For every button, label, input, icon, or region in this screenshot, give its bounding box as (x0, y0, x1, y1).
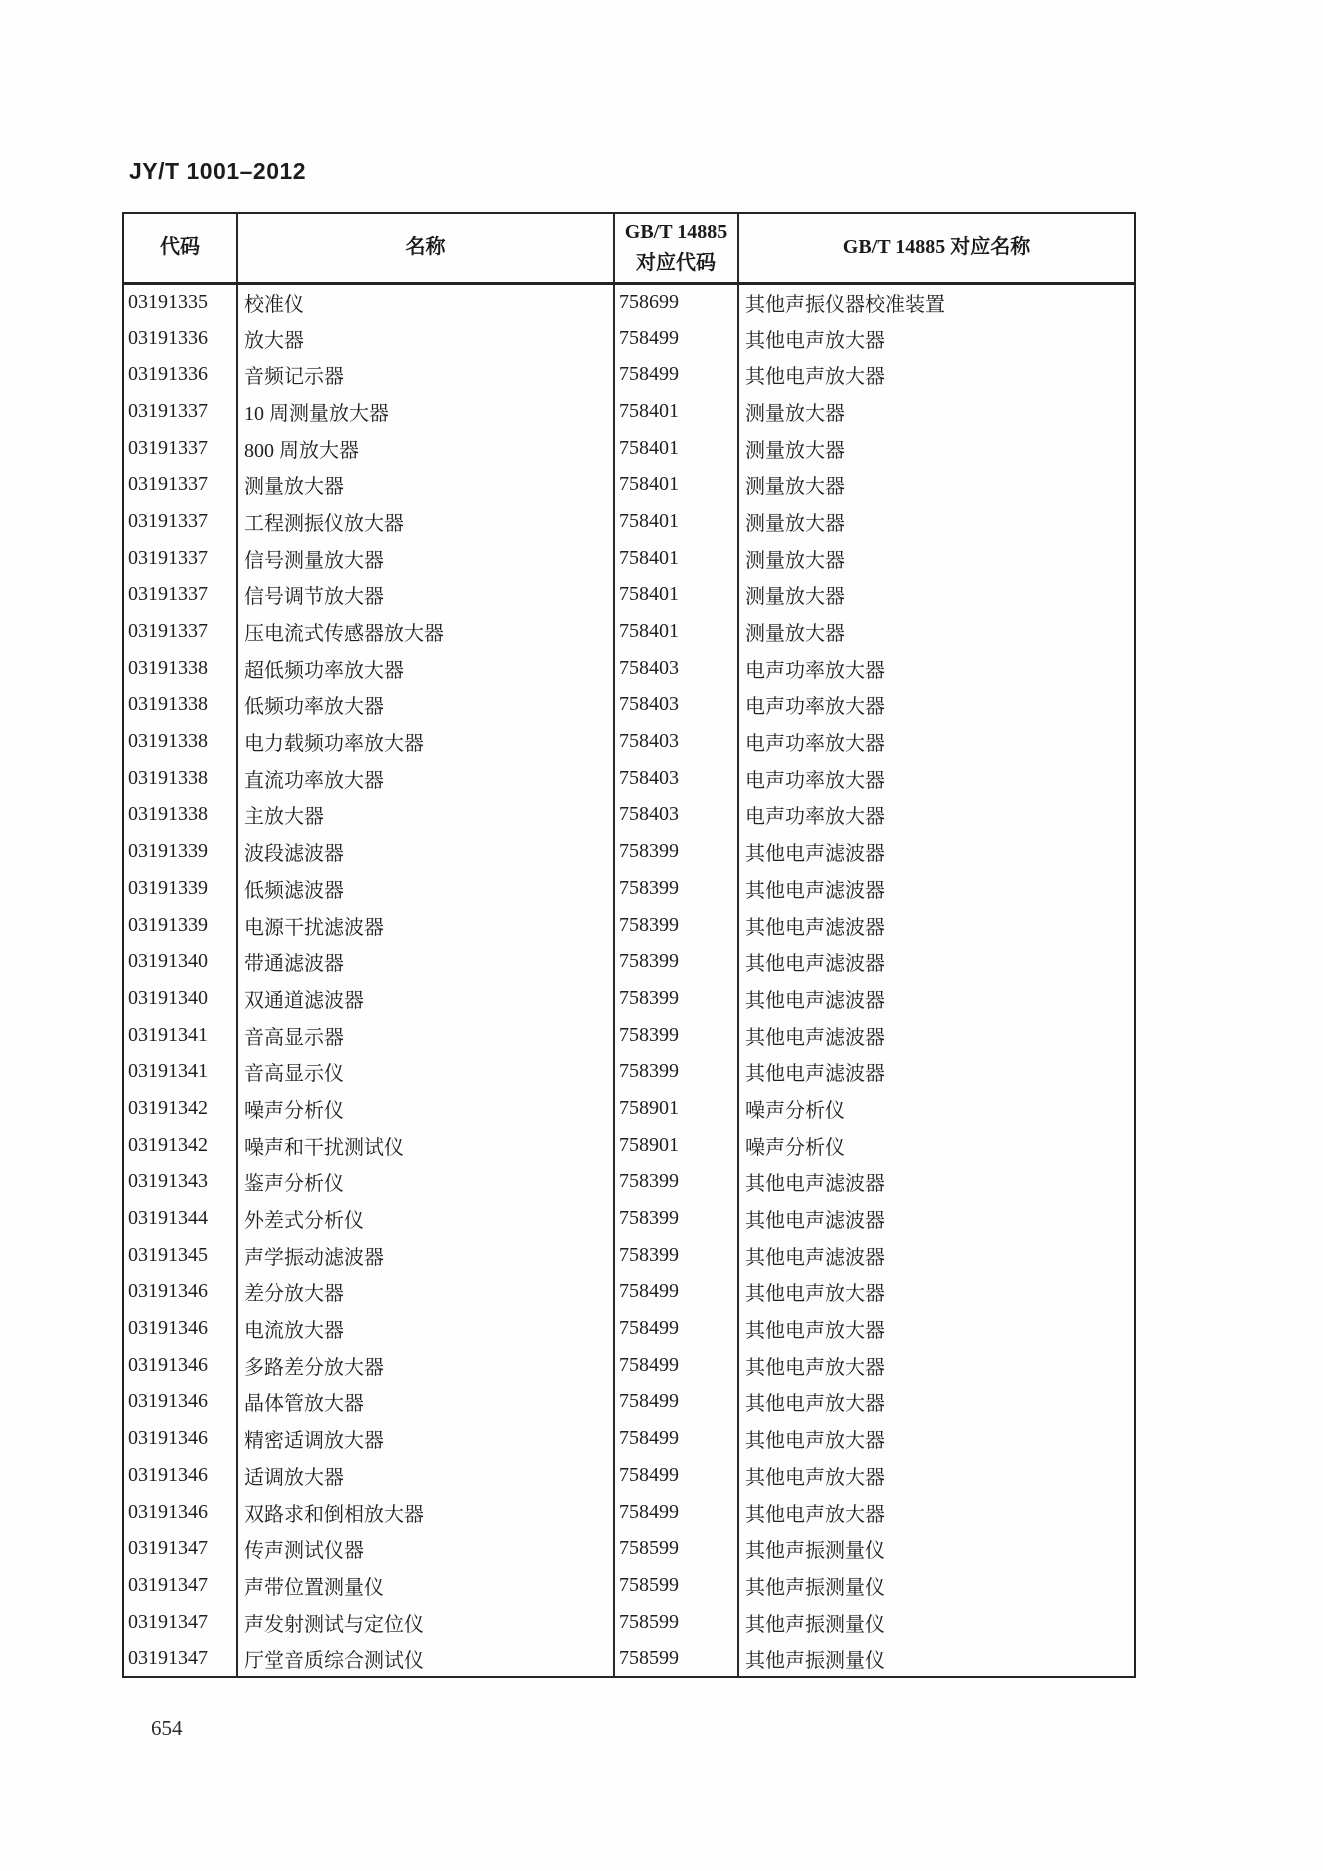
table-cell: 测量放大器 (237, 466, 614, 503)
table-cell: 758499 (614, 1274, 738, 1311)
table-cell: 音高显示仪 (237, 1053, 614, 1090)
table-cell: 03191335 (128, 290, 208, 313)
table-cell: 03191337 (128, 473, 208, 496)
table-cell: 其他电声放大器 (738, 320, 1135, 357)
table-cell: 03191346 (128, 1390, 208, 1413)
table-row (123, 870, 1135, 907)
table-cell: 758399 (614, 1200, 738, 1237)
table-cell: 03191338 (128, 730, 208, 753)
table-cell: 03191346 (128, 1353, 208, 1376)
table-cell: 758499 (614, 1347, 738, 1384)
table-cell: 758599 (614, 1530, 738, 1567)
table-cell: 03191339 (128, 840, 208, 863)
table-cell: 758499 (614, 320, 738, 357)
table-cell: 758499 (614, 1494, 738, 1531)
table-cell: 758403 (614, 687, 738, 724)
page-number: 654 (151, 1716, 183, 1740)
table-row (123, 943, 1135, 980)
table-cell: 低频滤波器 (237, 870, 614, 907)
table-cell: 其他电声滤波器 (738, 1164, 1135, 1201)
table-row (123, 393, 1135, 430)
table-cell: 758499 (614, 1384, 738, 1421)
table-cell: 其他电声滤波器 (738, 1200, 1135, 1237)
table-cell: 晶体管放大器 (237, 1384, 614, 1421)
table-cell: 03191339 (128, 876, 208, 899)
table-cell: 其他电声放大器 (738, 356, 1135, 393)
table-cell: 03191338 (128, 656, 208, 679)
table-cell: 测量放大器 (738, 540, 1135, 577)
table-cell: 03191338 (128, 766, 208, 789)
table-cell: 758599 (614, 1604, 738, 1641)
table-cell: 758499 (614, 1310, 738, 1347)
table-row (123, 1237, 1135, 1274)
table-cell: 校准仪 (237, 283, 614, 320)
table-cell: 758399 (614, 1164, 738, 1201)
table-row (123, 613, 1135, 650)
table-cell: 03191347 (128, 1610, 208, 1633)
table-cell: 放大器 (237, 320, 614, 357)
table-cell: 10 周测量放大器 (237, 393, 614, 430)
table-cell: 超低频功率放大器 (237, 650, 614, 687)
table-cell: 电流放大器 (237, 1310, 614, 1347)
table-cell: 800 周放大器 (237, 430, 614, 467)
table-cell: 适调放大器 (237, 1457, 614, 1494)
table-cell: 758599 (614, 1567, 738, 1604)
table-row (123, 1017, 1135, 1054)
table-cell: 其他电声放大器 (738, 1457, 1135, 1494)
table-cell: 03191347 (128, 1646, 208, 1669)
table-cell: 音高显示器 (237, 1017, 614, 1054)
table-cell: 厅堂音质综合测试仪 (237, 1640, 614, 1677)
table-cell: 其他电声滤波器 (738, 980, 1135, 1017)
table-cell: 电力载频功率放大器 (237, 723, 614, 760)
table-cell: 传声测试仪器 (237, 1530, 614, 1567)
table-cell: 03191336 (128, 326, 208, 349)
col-header-name: 名称 (237, 213, 614, 283)
table-cell: 电源干扰滤波器 (237, 907, 614, 944)
table-cell: 信号测量放大器 (237, 540, 614, 577)
table-cell: 其他声振测量仪 (738, 1567, 1135, 1604)
table-cell: 758499 (614, 356, 738, 393)
table-cell: 其他声振仪器校准装置 (738, 283, 1135, 320)
table-cell: 差分放大器 (237, 1274, 614, 1311)
table-cell: 758403 (614, 650, 738, 687)
table-cell: 测量放大器 (738, 466, 1135, 503)
table-cell: 03191347 (128, 1573, 208, 1596)
table-row (123, 980, 1135, 1017)
table-cell: 758399 (614, 907, 738, 944)
table-cell: 758901 (614, 1090, 738, 1127)
table-cell: 声发射测试与定位仪 (237, 1604, 614, 1641)
table-cell: 其他电声滤波器 (738, 1017, 1135, 1054)
table-row (123, 1090, 1135, 1127)
table-row (123, 1640, 1135, 1677)
table-cell: 其他电声滤波器 (738, 907, 1135, 944)
table-cell: 758699 (614, 283, 738, 320)
table-cell: 多路差分放大器 (237, 1347, 614, 1384)
table-cell: 758499 (614, 1420, 738, 1457)
table-cell: 03191337 (128, 620, 208, 643)
table-row (123, 1567, 1135, 1604)
table-cell: 03191338 (128, 803, 208, 826)
table-cell: 信号调节放大器 (237, 577, 614, 614)
table-row (123, 283, 1135, 320)
table-cell: 03191337 (128, 436, 208, 459)
table-cell: 其他电声滤波器 (738, 833, 1135, 870)
table-cell: 758599 (614, 1640, 738, 1677)
table-cell: 其他电声放大器 (738, 1274, 1135, 1311)
table-cell: 03191346 (128, 1317, 208, 1340)
table-cell: 其他电声滤波器 (738, 870, 1135, 907)
table-cell: 758399 (614, 1053, 738, 1090)
table-cell: 758401 (614, 466, 738, 503)
table-cell: 其他电声放大器 (738, 1420, 1135, 1457)
table-row (123, 687, 1135, 724)
table-cell: 03191347 (128, 1537, 208, 1560)
table-cell: 03191339 (128, 913, 208, 936)
table-row (123, 466, 1135, 503)
table-row (123, 907, 1135, 944)
table-cell: 03191341 (128, 1060, 208, 1083)
table-row (123, 723, 1135, 760)
table-row (123, 1530, 1135, 1567)
table-cell: 758401 (614, 613, 738, 650)
table-cell: 测量放大器 (738, 393, 1135, 430)
table-cell: 压电流式传感器放大器 (237, 613, 614, 650)
table-cell: 758399 (614, 943, 738, 980)
table-row (123, 1274, 1135, 1311)
table-cell: 电声功率放大器 (738, 687, 1135, 724)
table-cell: 758901 (614, 1127, 738, 1164)
table-cell: 测量放大器 (738, 613, 1135, 650)
table-cell: 鉴声分析仪 (237, 1164, 614, 1201)
table-cell: 其他电声滤波器 (738, 1237, 1135, 1274)
table-row (123, 540, 1135, 577)
table-cell: 其他电声滤波器 (738, 943, 1135, 980)
table-cell: 双路求和倒相放大器 (237, 1494, 614, 1531)
table-cell: 电声功率放大器 (738, 760, 1135, 797)
table-cell: 03191346 (128, 1500, 208, 1523)
table-row (123, 1494, 1135, 1531)
table-cell: 噪声分析仪 (738, 1090, 1135, 1127)
table-cell: 03191346 (128, 1463, 208, 1486)
table-cell: 03191343 (128, 1170, 208, 1193)
table-cell: 758399 (614, 1017, 738, 1054)
table-row (123, 503, 1135, 540)
table-cell: 其他声振测量仪 (738, 1604, 1135, 1641)
table-row (123, 833, 1135, 870)
table-cell: 758399 (614, 870, 738, 907)
table-row (123, 1310, 1135, 1347)
col-header-gbt-name: GB/T 14885 对应名称 (738, 213, 1135, 283)
table-cell: 双通道滤波器 (237, 980, 614, 1017)
table-cell: 其他声振测量仪 (738, 1530, 1135, 1567)
col-header-gbt-code-line1: GB/T 14885 (624, 220, 728, 243)
table-cell: 03191336 (128, 363, 208, 386)
table-cell: 其他电声放大器 (738, 1384, 1135, 1421)
col-header-gbt-code-line2: 对应代码 (636, 251, 716, 274)
table-cell: 03191346 (128, 1427, 208, 1450)
col-header-code: 代码 (160, 236, 200, 259)
table-row (123, 1604, 1135, 1641)
table-cell: 03191337 (128, 509, 208, 532)
table-cell: 03191341 (128, 1023, 208, 1046)
table-row (123, 1200, 1135, 1237)
table-cell: 其他声振测量仪 (738, 1640, 1135, 1677)
table-cell: 03191340 (128, 986, 208, 1009)
table-row (123, 577, 1135, 614)
table-cell: 758403 (614, 723, 738, 760)
table-cell: 758401 (614, 430, 738, 467)
table-row (123, 760, 1135, 797)
table-cell: 03191337 (128, 399, 208, 422)
table-cell: 低频功率放大器 (237, 687, 614, 724)
table-cell: 03191344 (128, 1207, 208, 1230)
table-cell: 758401 (614, 540, 738, 577)
table-cell: 电声功率放大器 (738, 797, 1135, 834)
table-cell: 03191337 (128, 583, 208, 606)
table-row (123, 1053, 1135, 1090)
table-row (123, 1457, 1135, 1494)
table-cell: 外差式分析仪 (237, 1200, 614, 1237)
table-cell: 其他电声滤波器 (738, 1053, 1135, 1090)
table-cell: 声学振动滤波器 (237, 1237, 614, 1274)
table-row (123, 430, 1135, 467)
table-row (123, 356, 1135, 393)
table-row (123, 1127, 1135, 1164)
table-row (123, 1164, 1135, 1201)
table-cell: 测量放大器 (738, 577, 1135, 614)
table-row (123, 1347, 1135, 1384)
table-cell: 测量放大器 (738, 503, 1135, 540)
table-row (123, 650, 1135, 687)
table-cell: 03191340 (128, 950, 208, 973)
table-cell: 电声功率放大器 (738, 723, 1135, 760)
table-body (123, 283, 1135, 1677)
table-cell: 工程测振仪放大器 (237, 503, 614, 540)
table-cell: 其他电声放大器 (738, 1494, 1135, 1531)
table-cell: 03191342 (128, 1133, 208, 1156)
table-cell: 03191342 (128, 1096, 208, 1119)
table-cell: 758399 (614, 1237, 738, 1274)
table-cell: 主放大器 (237, 797, 614, 834)
table-cell: 其他电声放大器 (738, 1347, 1135, 1384)
table-row (123, 1384, 1135, 1421)
code-mapping-table (122, 212, 1136, 1678)
table-cell: 758403 (614, 760, 738, 797)
table-cell: 03191337 (128, 546, 208, 569)
table-cell: 带通滤波器 (237, 943, 614, 980)
table-cell: 758399 (614, 980, 738, 1017)
table-cell: 758401 (614, 393, 738, 430)
table-cell: 03191338 (128, 693, 208, 716)
table-cell: 噪声分析仪 (237, 1090, 614, 1127)
table-row (123, 320, 1135, 357)
table-cell: 其他电声放大器 (738, 1310, 1135, 1347)
header-row (123, 213, 1135, 283)
table-row (123, 797, 1135, 834)
table-cell: 758401 (614, 577, 738, 614)
table-cell: 波段滤波器 (237, 833, 614, 870)
standard-number: JY/T 1001–2012 (129, 158, 307, 184)
table-cell: 758401 (614, 503, 738, 540)
table-row (123, 1420, 1135, 1457)
table-cell: 精密适调放大器 (237, 1420, 614, 1457)
table-cell: 03191346 (128, 1280, 208, 1303)
table-cell: 758499 (614, 1457, 738, 1494)
table-cell: 音频记示器 (237, 356, 614, 393)
table-cell: 电声功率放大器 (738, 650, 1135, 687)
table-cell: 758399 (614, 833, 738, 870)
table-cell: 噪声分析仪 (738, 1127, 1135, 1164)
table-cell: 声带位置测量仪 (237, 1567, 614, 1604)
table-cell: 测量放大器 (738, 430, 1135, 467)
table-cell: 03191345 (128, 1243, 208, 1266)
col-header-gbt-code (614, 213, 738, 283)
table-cell: 758403 (614, 797, 738, 834)
table-cell: 直流功率放大器 (237, 760, 614, 797)
table-cell: 噪声和干扰测试仪 (237, 1127, 614, 1164)
